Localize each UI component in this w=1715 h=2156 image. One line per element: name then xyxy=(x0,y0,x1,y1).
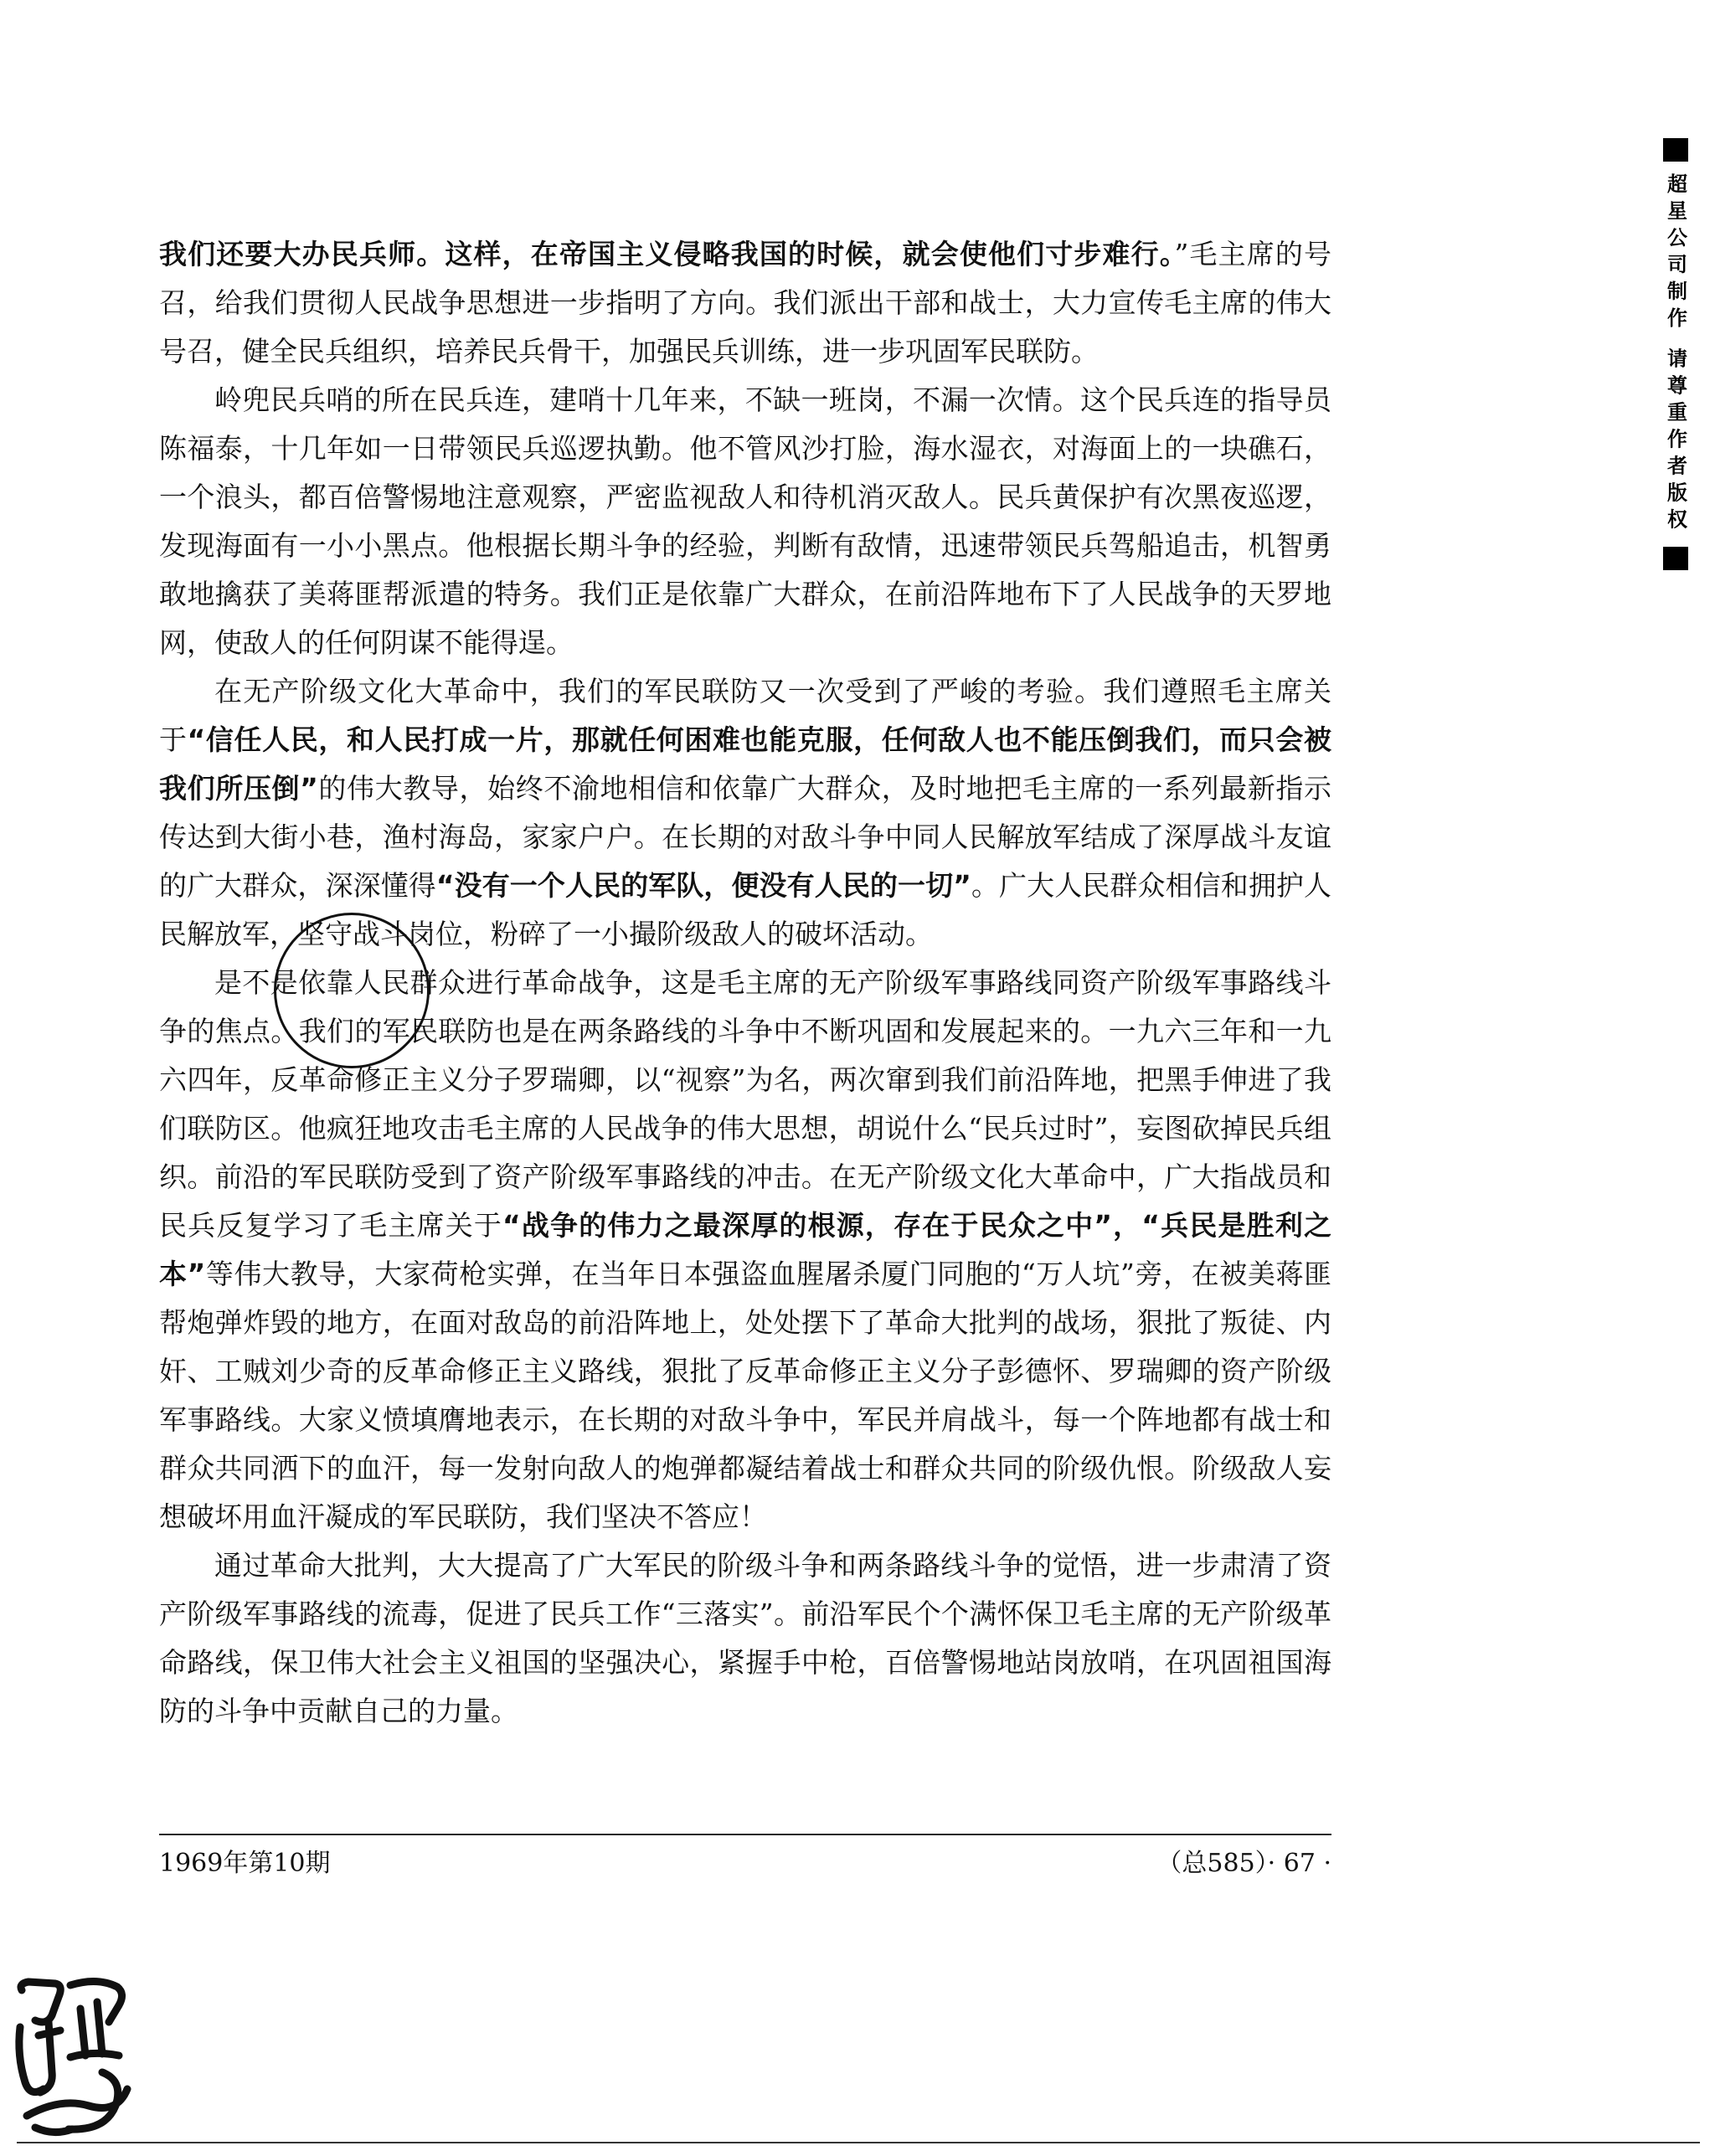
quote-bold: 我们还要大办民兵师。这样，在帝国主义侵略我国的时候，就会使他们寸步难行。 xyxy=(159,238,1175,270)
library-seal xyxy=(10,1972,136,2139)
footer-divider xyxy=(159,1834,1331,1835)
seal-icon xyxy=(10,1972,136,2139)
text-run: 。广大人民群众相信和拥护人民解放军，坚守战斗岗位，粉碎了一小撮阶级敌人的破坏活动。 xyxy=(159,869,1331,950)
handwritten-circle-mark xyxy=(274,913,430,1068)
text-run: 的伟大教导，始终不渝地相信和依靠广大群众，及时地把毛主席的一系列最新指示传达到大街小巷，渔村海岛，家家户户。在长期的对敌斗争中同人民解放军结成了深厚战斗友谊的广大群众，深深懂得 xyxy=(159,772,1331,902)
paragraph-2 xyxy=(159,376,1331,667)
notice-bar-bottom xyxy=(1663,547,1688,570)
issue-label: 1969年第10期 xyxy=(159,1849,331,1878)
paragraph-5 xyxy=(159,1541,1331,1736)
text-run: ”毛主席的号召，给我们贯彻人民战争思想进一步指明了方向。我们派出干部和战士，大力宣传毛主席的伟大号召，健全民兵组织，培养民兵骨干，加强民兵训练，进一步巩固军民联防。 xyxy=(159,238,1332,368)
quote-bold: “信任人民，和人民打成一片，那就任何困难也能克服，任何敌人也不能压倒我们，而只会被我们所压倒” xyxy=(159,723,1331,805)
text-run: 等伟大教导，大家荷枪实弹，在当年日本强盗血腥屠杀厦门同胞的“万人坑”旁，在被美蒋匪帮炮弹炸毁的地方，在面对敌岛的前沿阵地上，处处摆下了革命大批判的战场，狠批了叛徒、内奸、工贼刘少奇的反革命修正主义路线，狠批了反革命修正主义分子彭德怀、罗瑞卿的资产阶级军事路线。大家义愤填膺地表示，在长期的对敌斗争中，军民并肩战斗，每一个阵地都有战士和群众共同洒下的血汗，每一发射向敌人的炮弹都凝结着战士和群众共同的阶级仇恨。阶级敌人妄想破坏用血汗凝成的军民联防，我们坚决不答应！ xyxy=(159,1258,1331,1533)
text-run: 是不是依靠人民群众进行革命战争，这是毛主席的无产阶级军事路线同资产阶级军事路线斗争的焦点。我们的军民联防也是在两条路线的斗争中不断巩固和发展起来的。一九六三年和一九六四年，反革命修正主义分子罗瑞卿，以“视察”为名，两次窜到我们前沿阵地，把黑手伸进了我们联防区。他疯狂地攻击毛主席的人民战争的伟大思想，胡说什么“民兵过时”，妄图砍掉民兵组织。前沿的军民联防受到了资产阶级军事路线的冲击。在无产阶级文化大革命中，广大指战员和民兵反复学习了毛主席关于 xyxy=(159,966,1331,1242)
text-run: 通过革命大批判，大大提高了广大军民的阶级斗争和两条路线斗争的觉悟，进一步肃清了资产阶级军事路线的流毒，促进了民兵工作“三落实”。前沿军民个个满怀保卫毛主席的无产阶级革命路线，保卫伟大社会主义祖国的坚强决心，紧握手中枪，百倍警惕地站岗放哨，在巩固祖国海防的斗争中贡献自己的力量。 xyxy=(159,1549,1331,1727)
quote-bold: “没有一个人民的军队，便没有人民的一切” xyxy=(435,869,971,902)
text-run: 在无产阶级文化大革命中，我们的军民联防又一次受到了严峻的考验。我们遵照毛主席关于 xyxy=(159,675,1331,756)
text-run: 岭兜民兵哨的所在民兵连，建哨十几年来，不缺一班岗，不漏一次情。这个民兵连的指导员陈福泰，十几年如一日带领民兵巡逻执勤。他不管风沙打脸，海水湿衣，对海面上的一块礁石，一个浪头，都百倍警惕地注意观察，严密监视敌人和待机消灭敌人。民兵黄保护有次黑夜巡逻，发现海面有一小小黑点。他根据长期斗争的经验，判断有敌情，迅速带领民兵驾船追击，机智勇敢地擒获了美蒋匪帮派遣的特务。我们正是依靠广大群众，在前沿阵地布下了人民战争的天罗地网，使敌人的任何阴谋不能得逞。 xyxy=(159,383,1331,659)
copyright-notice xyxy=(1656,138,1695,570)
paragraph-1 xyxy=(159,230,1331,376)
notice-bar-top xyxy=(1663,138,1688,162)
quote-bold: “战争的伟力之最深厚的根源，存在于民众之中”，“兵民是胜利之本” xyxy=(159,1209,1331,1290)
notice-text: 超星公司制作 请尊重作者版权 xyxy=(1663,173,1687,536)
bottom-scan-edge xyxy=(17,2142,1700,2143)
page-number: （总585）· 67 · xyxy=(1156,1849,1331,1878)
